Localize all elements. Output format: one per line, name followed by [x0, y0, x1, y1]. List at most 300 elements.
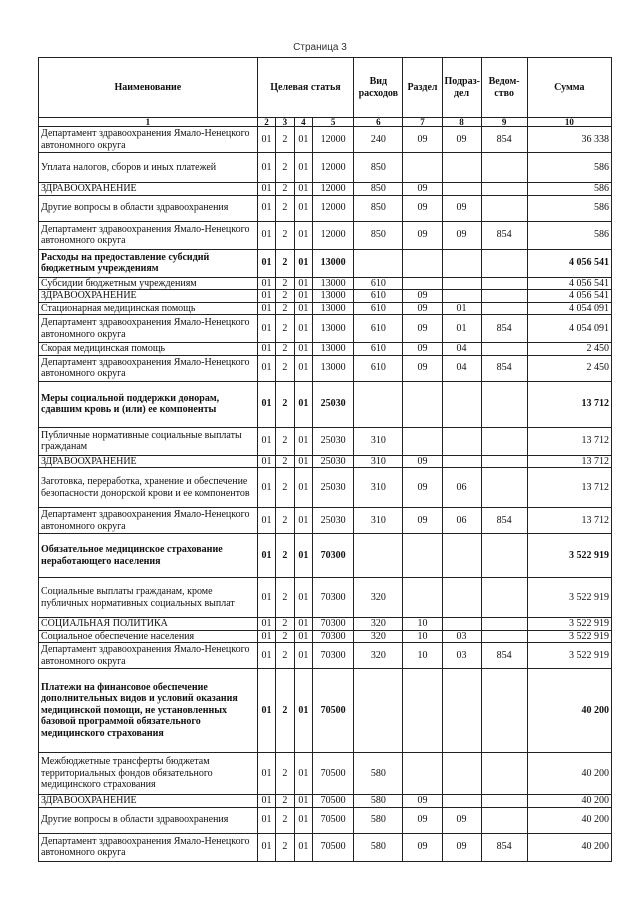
target-code-3: 01 [294, 578, 312, 618]
table-body [39, 127, 612, 862]
target-code-4: 70300 [313, 618, 354, 631]
amount: 4 056 541 [527, 249, 611, 277]
amount: 4 054 091 [527, 302, 611, 315]
target-code-4: 25030 [313, 508, 354, 534]
target-code-3: 01 [294, 221, 312, 249]
row-name: Другие вопросы в области здравоохранения [39, 195, 258, 221]
amount: 40 200 [527, 833, 611, 861]
section-code [403, 534, 442, 578]
target-code-4: 13000 [313, 290, 354, 303]
target-code-2: 2 [276, 221, 294, 249]
department-code [481, 578, 527, 618]
amount: 4 056 541 [527, 277, 611, 290]
column-number: 3 [276, 118, 294, 127]
department-code [481, 343, 527, 356]
column-number: 10 [527, 118, 611, 127]
target-code-2: 2 [276, 669, 294, 753]
subsection-code [442, 277, 481, 290]
amount: 2 450 [527, 343, 611, 356]
target-code-2: 2 [276, 195, 294, 221]
target-code-4: 25030 [313, 381, 354, 427]
section-code: 09 [403, 302, 442, 315]
subsection-code: 09 [442, 221, 481, 249]
section-code: 09 [403, 508, 442, 534]
expense-type: 610 [354, 343, 403, 356]
column-number: 7 [403, 118, 442, 127]
section-code [403, 669, 442, 753]
row-name: Публичные нормативные социальные выплаты гражданам [39, 427, 258, 455]
target-code-2: 2 [276, 343, 294, 356]
table-row [39, 833, 612, 861]
row-name: СОЦИАЛЬНАЯ ПОЛИТИКА [39, 618, 258, 631]
row-name: ЗДРАВООХРАНЕНИЕ [39, 290, 258, 303]
department-code: 854 [481, 508, 527, 534]
department-code [481, 534, 527, 578]
expense-type: 610 [354, 315, 403, 343]
target-code-4: 12000 [313, 127, 354, 153]
table-row [39, 302, 612, 315]
target-code-4: 70500 [313, 669, 354, 753]
department-code [481, 277, 527, 290]
amount: 13 712 [527, 508, 611, 534]
table-row [39, 153, 612, 183]
section-code [403, 249, 442, 277]
row-name: ЗДРАВООХРАНЕНИЕ [39, 455, 258, 468]
expense-type: 850 [354, 195, 403, 221]
row-name: Департамент здравоохранения Ямало-Ненецкого автономного округа [39, 127, 258, 153]
table-row [39, 807, 612, 833]
expense-type: 610 [354, 277, 403, 290]
department-code [481, 427, 527, 455]
table-row [39, 127, 612, 153]
target-code-3: 01 [294, 290, 312, 303]
target-code-4: 25030 [313, 455, 354, 468]
section-code: 09 [403, 343, 442, 356]
row-name: Заготовка, переработка, хранение и обеспечение безопасности донорской крови и ее компонентов [39, 468, 258, 508]
target-code-4: 12000 [313, 221, 354, 249]
table-header [39, 58, 612, 127]
table-row [39, 315, 612, 343]
subsection-code: 04 [442, 355, 481, 381]
amount: 586 [527, 183, 611, 196]
target-code-1: 01 [257, 302, 275, 315]
column-number: 8 [442, 118, 481, 127]
expense-type: 320 [354, 630, 403, 643]
target-code-1: 01 [257, 468, 275, 508]
target-code-3: 01 [294, 381, 312, 427]
target-code-3: 01 [294, 302, 312, 315]
target-code-1: 01 [257, 290, 275, 303]
table-row [39, 508, 612, 534]
table-row [39, 343, 612, 356]
target-code-2: 2 [276, 753, 294, 795]
expense-type: 310 [354, 508, 403, 534]
table-row [39, 355, 612, 381]
expense-type: 320 [354, 618, 403, 631]
subsection-code: 04 [442, 343, 481, 356]
row-name: Другие вопросы в области здравоохранения [39, 807, 258, 833]
target-code-4: 70500 [313, 753, 354, 795]
row-name: Социальное обеспечение населения [39, 630, 258, 643]
target-code-1: 01 [257, 249, 275, 277]
expense-type: 310 [354, 468, 403, 508]
department-code: 854 [481, 315, 527, 343]
target-code-3: 01 [294, 355, 312, 381]
target-code-2: 2 [276, 153, 294, 183]
target-code-1: 01 [257, 753, 275, 795]
expense-type: 610 [354, 355, 403, 381]
subsection-code: 09 [442, 127, 481, 153]
expense-type: 310 [354, 455, 403, 468]
target-code-3: 01 [294, 195, 312, 221]
expense-type: 610 [354, 302, 403, 315]
amount: 13 712 [527, 381, 611, 427]
target-code-3: 01 [294, 807, 312, 833]
target-code-2: 2 [276, 795, 294, 808]
column-number: 4 [294, 118, 312, 127]
table-row [39, 427, 612, 455]
amount: 4 054 091 [527, 315, 611, 343]
target-code-3: 01 [294, 795, 312, 808]
row-name: Департамент здравоохранения Ямало-Ненецкого автономного округа [39, 221, 258, 249]
target-code-3: 01 [294, 618, 312, 631]
target-code-1: 01 [257, 195, 275, 221]
target-code-1: 01 [257, 127, 275, 153]
target-code-2: 2 [276, 534, 294, 578]
target-code-4: 12000 [313, 153, 354, 183]
subsection-code: 03 [442, 643, 481, 669]
table-row [39, 195, 612, 221]
subsection-code: 01 [442, 302, 481, 315]
target-code-3: 01 [294, 833, 312, 861]
column-number: 1 [39, 118, 258, 127]
target-code-1: 01 [257, 833, 275, 861]
table-row [39, 618, 612, 631]
target-code-1: 01 [257, 427, 275, 455]
expense-type [354, 249, 403, 277]
section-code [403, 153, 442, 183]
row-name: Меры социальной поддержки донорам, сдавшим кровь и (или) ее компоненты [39, 381, 258, 427]
section-code: 09 [403, 468, 442, 508]
section-code: 09 [403, 221, 442, 249]
section-code: 09 [403, 833, 442, 861]
section-code: 10 [403, 643, 442, 669]
target-code-3: 01 [294, 127, 312, 153]
target-code-3: 01 [294, 153, 312, 183]
target-code-4: 13000 [313, 343, 354, 356]
expense-type: 850 [354, 153, 403, 183]
target-code-1: 01 [257, 643, 275, 669]
subsection-code [442, 183, 481, 196]
section-code: 09 [403, 807, 442, 833]
expense-type [354, 534, 403, 578]
target-code-2: 2 [276, 427, 294, 455]
department-code [481, 249, 527, 277]
section-code: 09 [403, 195, 442, 221]
row-name: Уплата налогов, сборов и иных платежей [39, 153, 258, 183]
target-code-4: 70500 [313, 833, 354, 861]
row-name: ЗДРАВООХРАНЕНИЕ [39, 183, 258, 196]
subsection-code: 06 [442, 508, 481, 534]
target-code-4: 13000 [313, 315, 354, 343]
row-name: Департамент здравоохранения Ямало-Ненецкого автономного округа [39, 508, 258, 534]
amount: 36 338 [527, 127, 611, 153]
target-code-1: 01 [257, 315, 275, 343]
subsection-code [442, 534, 481, 578]
expense-type: 580 [354, 807, 403, 833]
department-code [481, 807, 527, 833]
target-code-1: 01 [257, 578, 275, 618]
amount: 3 522 919 [527, 618, 611, 631]
section-code: 09 [403, 355, 442, 381]
department-code [481, 468, 527, 508]
section-code: 09 [403, 455, 442, 468]
target-code-1: 01 [257, 277, 275, 290]
subsection-code [442, 249, 481, 277]
target-code-2: 2 [276, 643, 294, 669]
header-name: Наименование [39, 58, 258, 118]
expense-type: 580 [354, 833, 403, 861]
target-code-2: 2 [276, 508, 294, 534]
table-row [39, 578, 612, 618]
section-code [403, 381, 442, 427]
expense-type: 320 [354, 643, 403, 669]
department-code [481, 455, 527, 468]
target-code-4: 25030 [313, 427, 354, 455]
row-name: Скорая медицинская помощь [39, 343, 258, 356]
subsection-code: 09 [442, 833, 481, 861]
table-row [39, 277, 612, 290]
subsection-code [442, 153, 481, 183]
target-code-1: 01 [257, 630, 275, 643]
target-code-2: 2 [276, 833, 294, 861]
table-row [39, 468, 612, 508]
target-code-1: 01 [257, 343, 275, 356]
target-code-3: 01 [294, 183, 312, 196]
amount: 40 200 [527, 753, 611, 795]
amount: 13 712 [527, 468, 611, 508]
target-code-3: 01 [294, 455, 312, 468]
target-code-3: 01 [294, 534, 312, 578]
target-code-2: 2 [276, 630, 294, 643]
header-target: Целевая статья [257, 58, 354, 118]
table-row [39, 630, 612, 643]
row-name: Межбюджетные трансферты бюджетам территориальных фондов обязательного медицинского страхования [39, 753, 258, 795]
row-name: Департамент здравоохранения Ямало-Ненецкого автономного округа [39, 315, 258, 343]
expense-type: 310 [354, 427, 403, 455]
subsection-code: 06 [442, 468, 481, 508]
row-name: Социальные выплаты гражданам, кроме публичных нормативных социальных выплат [39, 578, 258, 618]
target-code-4: 70500 [313, 807, 354, 833]
amount: 3 522 919 [527, 534, 611, 578]
section-code [403, 427, 442, 455]
target-code-3: 01 [294, 315, 312, 343]
expense-type [354, 381, 403, 427]
target-code-2: 2 [276, 315, 294, 343]
department-code [481, 381, 527, 427]
table-row [39, 221, 612, 249]
target-code-4: 70300 [313, 578, 354, 618]
amount: 13 712 [527, 427, 611, 455]
subsection-code: 09 [442, 807, 481, 833]
section-code: 09 [403, 315, 442, 343]
row-name: Платежи на финансовое обеспечение дополнительных видов и условий оказания медицинской помощи, не установленных базовой программой обязательного медицинского страхования [39, 669, 258, 753]
target-code-2: 2 [276, 277, 294, 290]
target-code-3: 01 [294, 643, 312, 669]
department-code [481, 669, 527, 753]
column-number: 2 [257, 118, 275, 127]
amount: 13 712 [527, 455, 611, 468]
target-code-2: 2 [276, 290, 294, 303]
amount: 586 [527, 221, 611, 249]
target-code-3: 01 [294, 249, 312, 277]
budget-table [38, 57, 612, 862]
target-code-1: 01 [257, 455, 275, 468]
target-code-2: 2 [276, 249, 294, 277]
target-code-2: 2 [276, 455, 294, 468]
row-name: Департамент здравоохранения Ямало-Ненецкого автономного округа [39, 355, 258, 381]
target-code-1: 01 [257, 669, 275, 753]
department-code [481, 153, 527, 183]
target-code-2: 2 [276, 468, 294, 508]
target-code-1: 01 [257, 807, 275, 833]
subsection-code [442, 381, 481, 427]
subsection-code [442, 669, 481, 753]
header-vedomstvo: Ведом-ство [481, 58, 527, 118]
target-code-3: 01 [294, 277, 312, 290]
department-code: 854 [481, 643, 527, 669]
subsection-code [442, 427, 481, 455]
amount: 586 [527, 195, 611, 221]
table-row [39, 753, 612, 795]
target-code-4: 13000 [313, 302, 354, 315]
section-code: 09 [403, 795, 442, 808]
column-numbers-row [39, 118, 612, 127]
target-code-2: 2 [276, 127, 294, 153]
subsection-code [442, 455, 481, 468]
department-code [481, 290, 527, 303]
amount: 40 200 [527, 669, 611, 753]
department-code: 854 [481, 833, 527, 861]
header-razdel: Раздел [403, 58, 442, 118]
section-code: 10 [403, 618, 442, 631]
department-code [481, 195, 527, 221]
target-code-1: 01 [257, 183, 275, 196]
target-code-4: 70500 [313, 795, 354, 808]
table-row [39, 643, 612, 669]
amount: 3 522 919 [527, 643, 611, 669]
section-code [403, 578, 442, 618]
table-row [39, 290, 612, 303]
table-row [39, 534, 612, 578]
target-code-1: 01 [257, 618, 275, 631]
row-name: Стационарная медицинская помощь [39, 302, 258, 315]
department-code [481, 753, 527, 795]
target-code-2: 2 [276, 807, 294, 833]
target-code-2: 2 [276, 355, 294, 381]
target-code-4: 13000 [313, 249, 354, 277]
department-code [481, 302, 527, 315]
amount: 40 200 [527, 795, 611, 808]
amount: 4 056 541 [527, 290, 611, 303]
target-code-4: 12000 [313, 183, 354, 196]
subsection-code [442, 618, 481, 631]
subsection-code: 03 [442, 630, 481, 643]
target-code-4: 70300 [313, 534, 354, 578]
department-code [481, 630, 527, 643]
department-code: 854 [481, 221, 527, 249]
table-row [39, 381, 612, 427]
header-vid: Вид расходов [354, 58, 403, 118]
expense-type: 240 [354, 127, 403, 153]
subsection-code [442, 578, 481, 618]
expense-type: 850 [354, 221, 403, 249]
subsection-code [442, 753, 481, 795]
subsection-code: 01 [442, 315, 481, 343]
column-number: 9 [481, 118, 527, 127]
target-code-4: 13000 [313, 277, 354, 290]
target-code-1: 01 [257, 508, 275, 534]
subsection-code [442, 795, 481, 808]
table-row [39, 249, 612, 277]
target-code-4: 70300 [313, 630, 354, 643]
amount: 40 200 [527, 807, 611, 833]
header-podrazdel: Подраз-дел [442, 58, 481, 118]
target-code-4: 13000 [313, 355, 354, 381]
row-name: Субсидии бюджетным учреждениям [39, 277, 258, 290]
target-code-3: 01 [294, 343, 312, 356]
target-code-3: 01 [294, 508, 312, 534]
column-number: 6 [354, 118, 403, 127]
target-code-4: 12000 [313, 195, 354, 221]
amount: 586 [527, 153, 611, 183]
section-code: 10 [403, 630, 442, 643]
department-code [481, 618, 527, 631]
expense-type: 320 [354, 578, 403, 618]
page-label: Страница 3 [293, 42, 347, 53]
target-code-4: 25030 [313, 468, 354, 508]
target-code-3: 01 [294, 630, 312, 643]
target-code-1: 01 [257, 153, 275, 183]
target-code-2: 2 [276, 302, 294, 315]
target-code-3: 01 [294, 753, 312, 795]
table-row [39, 183, 612, 196]
target-code-3: 01 [294, 427, 312, 455]
target-code-1: 01 [257, 534, 275, 578]
department-code: 854 [481, 355, 527, 381]
expense-type [354, 669, 403, 753]
target-code-4: 70300 [313, 643, 354, 669]
expense-type: 850 [354, 183, 403, 196]
department-code [481, 795, 527, 808]
row-name: Обязательное медицинское страхование неработающего населения [39, 534, 258, 578]
target-code-3: 01 [294, 669, 312, 753]
target-code-1: 01 [257, 355, 275, 381]
row-name: Департамент здравоохранения Ямало-Ненецкого автономного округа [39, 643, 258, 669]
column-number: 5 [313, 118, 354, 127]
target-code-1: 01 [257, 381, 275, 427]
target-code-1: 01 [257, 221, 275, 249]
department-code: 854 [481, 127, 527, 153]
header-summa: Сумма [527, 58, 611, 118]
subsection-code: 09 [442, 195, 481, 221]
department-code [481, 183, 527, 196]
section-code: 09 [403, 290, 442, 303]
section-code [403, 753, 442, 795]
target-code-2: 2 [276, 381, 294, 427]
target-code-2: 2 [276, 183, 294, 196]
amount: 3 522 919 [527, 578, 611, 618]
